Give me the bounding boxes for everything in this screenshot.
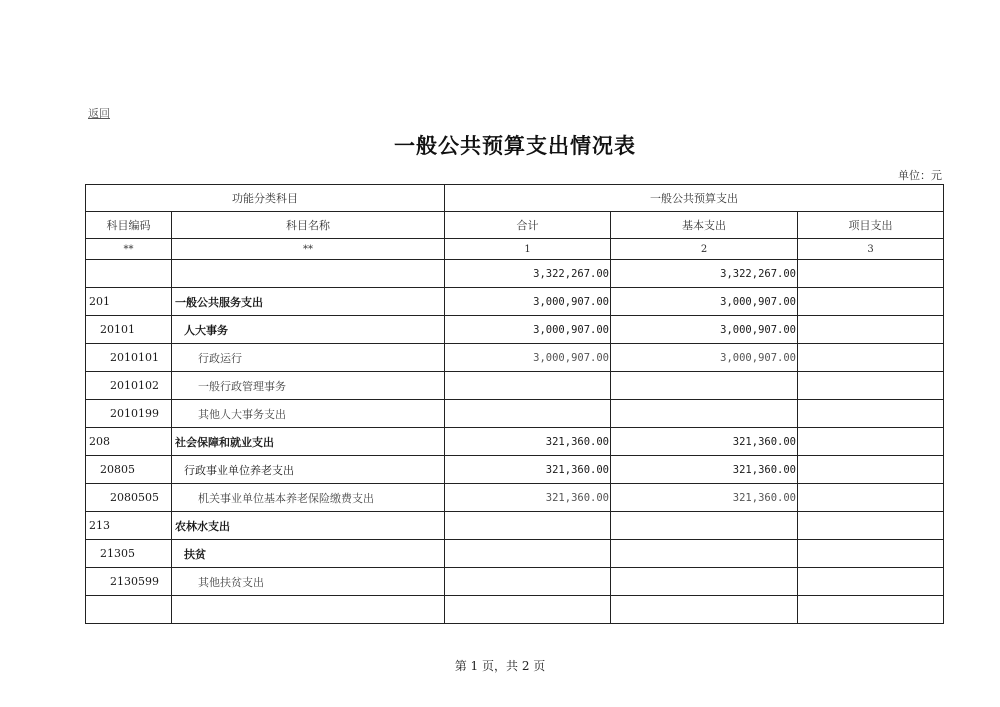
table-row [86,568,944,596]
basic-expenditure-cell: 3,000,907.00 [611,344,798,372]
total-cell: 321,360.00 [445,484,611,512]
subject-name-cell: 农林水支出 [172,512,445,540]
subject-name-cell: 其他人大事务支出 [172,400,445,428]
header-column-row [86,212,944,239]
basic-expenditure-cell: 321,360.00 [611,484,798,512]
header-total: 合计 [445,212,611,239]
table-row [86,260,944,288]
basic-expenditure-cell [611,568,798,596]
unit-note: 单位：元 [898,169,942,182]
subject-name-cell [172,260,445,288]
project-expenditure-cell [798,400,944,428]
header-group-row [86,185,944,212]
subject-name-cell: 人大事务 [172,316,445,344]
project-expenditure-cell [798,372,944,400]
table-row [86,316,944,344]
total-cell [445,400,611,428]
project-expenditure-cell [798,428,944,456]
table-row [86,288,944,316]
subject-name-cell: 其他扶贫支出 [172,568,445,596]
total-cell: 321,360.00 [445,456,611,484]
project-expenditure-cell [798,596,944,624]
subject-code-cell: 2130599 [86,568,172,596]
subject-code-cell: 21305 [86,540,172,568]
subject-code-cell: 213 [86,512,172,540]
subject-name-cell: 行政运行 [172,344,445,372]
basic-expenditure-cell: 3,322,267.00 [611,260,798,288]
index-code: ** [86,239,172,260]
subject-code-cell: 2080505 [86,484,172,512]
index-basic: 2 [611,239,798,260]
project-expenditure-cell [798,512,944,540]
header-subject-code: 科目编码 [86,212,172,239]
header-project-expenditure: 项目支出 [798,212,944,239]
project-expenditure-cell [798,568,944,596]
table-row [86,400,944,428]
header-functional-classification: 功能分类科目 [86,185,445,212]
basic-expenditure-cell: 321,360.00 [611,456,798,484]
header-basic-expenditure: 基本支出 [611,212,798,239]
total-cell: 321,360.00 [445,428,611,456]
total-cell [445,596,611,624]
subject-name-cell: 机关事业单位基本养老保险缴费支出 [172,484,445,512]
table-row [86,456,944,484]
page-title: 一般公共预算支出情况表 [394,133,636,158]
subject-name-cell: 一般行政管理事务 [172,372,445,400]
table-row [86,596,944,624]
project-expenditure-cell [798,484,944,512]
subject-code-cell: 20805 [86,456,172,484]
table-row [86,372,944,400]
subject-code-cell [86,596,172,624]
subject-code-cell [86,260,172,288]
basic-expenditure-cell [611,596,798,624]
subject-name-cell [172,596,445,624]
total-cell: 3,000,907.00 [445,344,611,372]
project-expenditure-cell [798,316,944,344]
subject-name-cell: 行政事业单位养老支出 [172,456,445,484]
total-cell: 3,322,267.00 [445,260,611,288]
total-cell: 3,000,907.00 [445,316,611,344]
index-project: 3 [798,239,944,260]
basic-expenditure-cell [611,372,798,400]
total-cell [445,540,611,568]
page-footer: 第 1 页，共 2 页 [454,659,546,673]
subject-code-cell: 2010199 [86,400,172,428]
project-expenditure-cell [798,260,944,288]
table-row [86,428,944,456]
basic-expenditure-cell: 3,000,907.00 [611,288,798,316]
project-expenditure-cell [798,456,944,484]
subject-name-cell: 社会保障和就业支出 [172,428,445,456]
project-expenditure-cell [798,288,944,316]
total-cell [445,512,611,540]
project-expenditure-cell [798,540,944,568]
back-link[interactable]: 返回 [88,107,110,120]
subject-name-cell: 扶贫 [172,540,445,568]
total-cell [445,372,611,400]
table-row [86,344,944,372]
index-name: ** [172,239,445,260]
subject-code-cell: 201 [86,288,172,316]
basic-expenditure-cell [611,540,798,568]
subject-code-cell: 2010101 [86,344,172,372]
index-total: 1 [445,239,611,260]
table-row [86,484,944,512]
basic-expenditure-cell [611,400,798,428]
table-row [86,512,944,540]
table-row [86,540,944,568]
header-index-row [86,239,944,260]
project-expenditure-cell [798,344,944,372]
subject-code-cell: 2010102 [86,372,172,400]
total-cell [445,568,611,596]
subject-code-cell: 20101 [86,316,172,344]
basic-expenditure-cell: 3,000,907.00 [611,316,798,344]
total-cell: 3,000,907.00 [445,288,611,316]
header-general-budget-expenditure: 一般公共预算支出 [445,185,944,212]
header-subject-name: 科目名称 [172,212,445,239]
basic-expenditure-cell [611,512,798,540]
budget-expenditure-table [85,184,944,624]
basic-expenditure-cell: 321,360.00 [611,428,798,456]
subject-code-cell: 208 [86,428,172,456]
subject-name-cell: 一般公共服务支出 [172,288,445,316]
